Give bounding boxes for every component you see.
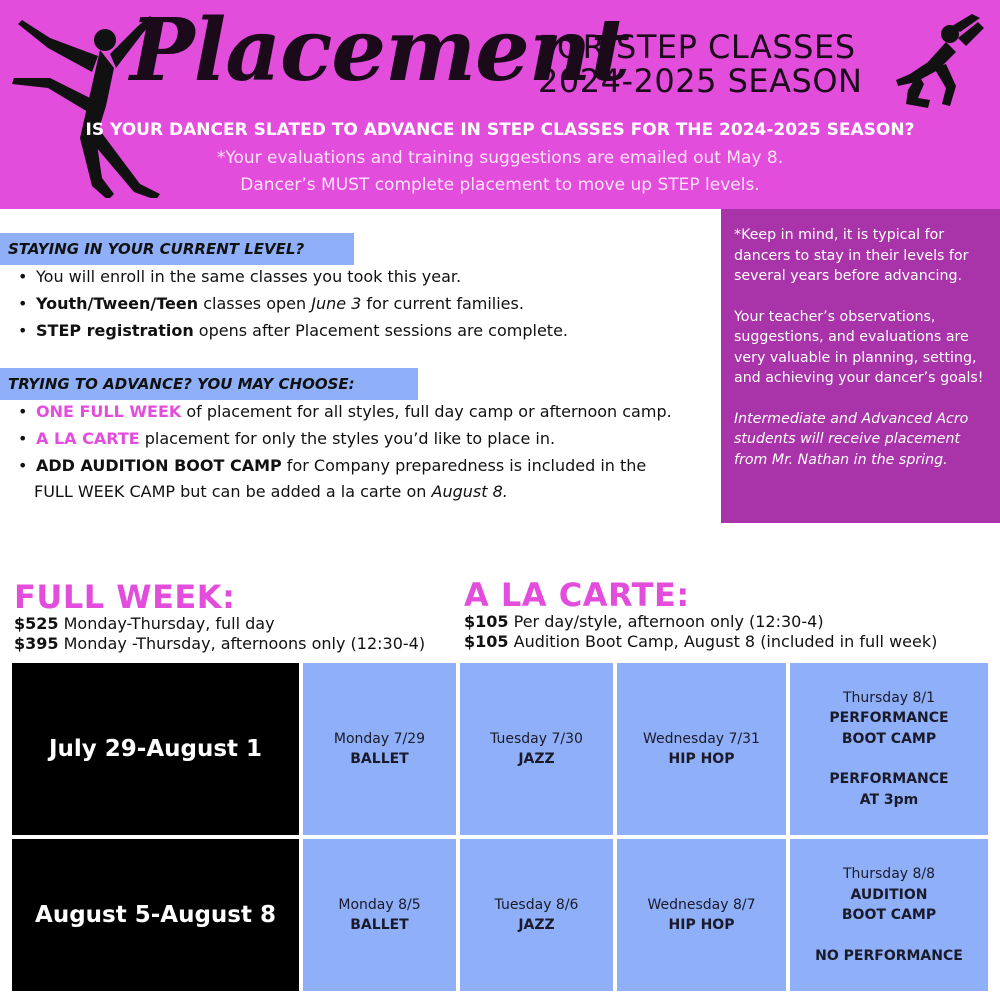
advance-bullet-continuation: FULL WEEK CAMP but can be added a la carte on August 8. xyxy=(34,482,508,501)
advance-heading-bar xyxy=(0,368,418,400)
sidebar-note-1: *Keep in mind, it is typical for dancers to stay in their levels for several years before advancing. xyxy=(734,227,969,284)
full-week-title: FULL WEEK: xyxy=(14,578,236,616)
season-subtitle xyxy=(538,30,862,98)
headline: IS YOUR DANCER SLATED TO ADVANCE IN STEP CLASSES FOR THE 2024-2025 SEASON? xyxy=(85,120,915,140)
week-1-label: July 29-August 1 xyxy=(12,663,299,835)
list-item: • ONE FULL WEEK of placement for all styles, full day camp or afternoon camp. xyxy=(14,398,672,425)
page-title: Placement xyxy=(130,0,630,101)
week-1-monday: Monday 7/29 BALLET xyxy=(303,663,456,835)
subline-must-complete: Dancer’s MUST complete placement to move up STEP levels. xyxy=(240,175,760,195)
sidebar-note-3: Intermediate and Advanced Acro students will receive placement from Mr. Nathan in the spring. xyxy=(734,410,969,468)
subline-evaluations: *Your evaluations and training suggestions are emailed out May 8. xyxy=(216,148,784,168)
advance-heading: TRYING TO ADVANCE? YOU MAY CHOOSE: xyxy=(8,375,355,393)
advance-list xyxy=(14,398,672,479)
week-2-wednesday: Wednesday 8/7 HIP HOP xyxy=(617,839,786,991)
sidebar-note-2: Your teacher’s observations, suggestions, and evaluations are very valuable in planning, setting, and achieving your dancer’s goals! xyxy=(734,308,984,386)
list-item: • Youth/Tween/Teen classes open June 3 for current families. xyxy=(14,290,568,317)
week-2-tuesday: Tuesday 8/6 JAZZ xyxy=(460,839,613,991)
list-item: • You will enroll in the same classes you took this year. xyxy=(14,263,568,290)
season-line-2: 2024-2025 SEASON xyxy=(538,62,863,100)
week-2-monday: Monday 8/5 BALLET xyxy=(303,839,456,991)
full-week-price-1: $525 Monday-Thursday, full day xyxy=(14,614,275,633)
season-line-1: FOR STEP CLASSES xyxy=(538,28,856,66)
week-2-thursday: Thursday 8/8 AUDITION BOOT CAMP NO PERFORMANCE xyxy=(790,839,988,991)
list-item: • A LA CARTE placement for only the styles you’d like to place in. xyxy=(14,425,672,452)
a-la-carte-title: A LA CARTE: xyxy=(464,576,690,614)
a-la-carte-price-2: $105 Audition Boot Camp, August 8 (included in full week) xyxy=(464,632,938,651)
week-1-thursday: Thursday 8/1 PERFORMANCE BOOT CAMP PERFORMANCE AT 3pm xyxy=(790,663,988,835)
staying-heading: STAYING IN YOUR CURRENT LEVEL? xyxy=(8,240,305,258)
a-la-carte-price-1: $105 Per day/style, afternoon only (12:30-4) xyxy=(464,612,824,631)
full-week-price-2: $395 Monday -Thursday, afternoons only (12:30-4) xyxy=(14,634,426,653)
week-1-wednesday: Wednesday 7/31 HIP HOP xyxy=(617,663,786,835)
week-1-tuesday: Tuesday 7/30 JAZZ xyxy=(460,663,613,835)
dancer-pose-icon xyxy=(888,8,988,110)
week-2-label: August 5-August 8 xyxy=(12,839,299,991)
header-banner xyxy=(0,0,1000,209)
sidebar-note xyxy=(721,209,1000,523)
staying-list xyxy=(14,263,568,344)
list-item: • STEP registration opens after Placement sessions are complete. xyxy=(14,317,568,344)
staying-heading-bar xyxy=(0,233,354,265)
list-item: • ADD AUDITION BOOT CAMP for Company preparedness is included in the xyxy=(14,452,672,479)
